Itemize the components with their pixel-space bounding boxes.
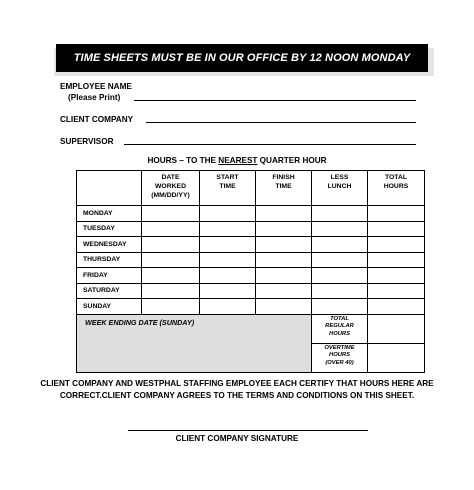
finish-cell[interactable] bbox=[256, 221, 312, 237]
supervisor-label: SUPERVISOR bbox=[60, 137, 114, 146]
total-cell[interactable] bbox=[368, 206, 425, 222]
employee-name-label: EMPLOYEE NAME bbox=[60, 82, 132, 91]
hours-heading-suffix: QUARTER HOUR bbox=[257, 156, 327, 165]
total-header-line1: TOTAL bbox=[384, 174, 408, 181]
overtime-hours-label bbox=[312, 343, 368, 372]
total-regular-row bbox=[77, 314, 425, 343]
lunch-cell[interactable] bbox=[312, 221, 368, 237]
less-lunch-header bbox=[312, 171, 368, 206]
day-label-monday: MONDAY bbox=[77, 206, 142, 222]
deadline-banner: TIME SHEETS MUST BE IN OUR OFFICE BY 12 NOON MONDAY bbox=[56, 44, 428, 72]
total-regular-line3: HOURS bbox=[329, 330, 350, 337]
client-company-label: CLIENT COMPANY bbox=[60, 115, 134, 124]
start-header-line2: TIME bbox=[219, 183, 236, 190]
day-label-thursday: THURSDAY bbox=[77, 252, 142, 268]
overtime-line3: (OVER 40) bbox=[325, 359, 354, 366]
day-column-header bbox=[77, 171, 142, 206]
overtime-line2: HOURS bbox=[329, 352, 350, 359]
finish-cell[interactable] bbox=[256, 299, 312, 315]
table-row-friday bbox=[77, 268, 425, 284]
lunch-cell[interactable] bbox=[312, 237, 368, 253]
hours-heading-emphasis: NEAREST bbox=[218, 156, 258, 165]
hours-heading bbox=[0, 156, 474, 165]
day-label-tuesday: TUESDAY bbox=[77, 221, 142, 237]
lunch-cell[interactable] bbox=[312, 283, 368, 299]
finish-cell[interactable] bbox=[256, 283, 312, 299]
lunch-cell[interactable] bbox=[312, 206, 368, 222]
total-cell[interactable] bbox=[368, 268, 425, 284]
date-cell[interactable] bbox=[142, 283, 200, 299]
timesheet-table bbox=[76, 170, 425, 373]
total-cell[interactable] bbox=[368, 252, 425, 268]
day-label-wednesday: WEDNESDAY bbox=[77, 237, 142, 253]
table-row-thursday bbox=[77, 252, 425, 268]
start-cell[interactable] bbox=[200, 299, 256, 315]
date-cell[interactable] bbox=[142, 237, 200, 253]
signature-label: CLIENT COMPANY SIGNATURE bbox=[175, 434, 299, 443]
day-label-saturday: SATURDAY bbox=[77, 283, 142, 299]
total-cell[interactable] bbox=[368, 237, 425, 253]
employee-name-field[interactable] bbox=[134, 100, 416, 101]
table-row-monday bbox=[77, 206, 425, 222]
table-row-saturday bbox=[77, 283, 425, 299]
table-row-wednesday bbox=[77, 237, 425, 253]
finish-header-line1: FINISH bbox=[272, 174, 295, 181]
start-cell[interactable] bbox=[200, 237, 256, 253]
date-header-line2: WORKED bbox=[155, 183, 186, 190]
less-header-line2: LUNCH bbox=[327, 183, 352, 190]
date-cell[interactable] bbox=[142, 268, 200, 284]
total-hours-header bbox=[368, 171, 425, 206]
table-row-sunday bbox=[77, 299, 425, 315]
week-ending-date-field[interactable]: WEEK ENDING DATE (SUNDAY) bbox=[77, 314, 312, 372]
date-cell[interactable] bbox=[142, 299, 200, 315]
total-cell[interactable] bbox=[368, 221, 425, 237]
table-row-tuesday bbox=[77, 221, 425, 237]
finish-header-line2: TIME bbox=[275, 183, 292, 190]
overtime-hours-cell[interactable] bbox=[368, 343, 425, 372]
total-regular-hours-cell[interactable] bbox=[368, 314, 425, 343]
hours-heading-prefix: HOURS – TO THE bbox=[147, 156, 219, 165]
start-time-header bbox=[200, 171, 256, 206]
table-header-row bbox=[77, 171, 425, 206]
finish-cell[interactable] bbox=[256, 237, 312, 253]
please-print-label: (Please Print) bbox=[68, 93, 121, 102]
total-header-line2: HOURS bbox=[383, 183, 409, 190]
total-regular-line1: TOTAL bbox=[330, 315, 349, 322]
finish-time-header bbox=[256, 171, 312, 206]
total-cell[interactable] bbox=[368, 283, 425, 299]
day-label-friday: FRIDAY bbox=[77, 268, 142, 284]
date-cell[interactable] bbox=[142, 206, 200, 222]
lunch-cell[interactable] bbox=[312, 268, 368, 284]
start-header-line1: START bbox=[216, 174, 239, 181]
client-company-field[interactable] bbox=[146, 122, 416, 123]
date-cell[interactable] bbox=[142, 252, 200, 268]
start-cell[interactable] bbox=[200, 206, 256, 222]
date-cell[interactable] bbox=[142, 221, 200, 237]
less-header-line1: LESS bbox=[330, 174, 349, 181]
finish-cell[interactable] bbox=[256, 268, 312, 284]
signature-field[interactable] bbox=[128, 430, 368, 431]
total-cell[interactable] bbox=[368, 299, 425, 315]
total-regular-hours-label bbox=[312, 314, 368, 343]
start-cell[interactable] bbox=[200, 221, 256, 237]
start-cell[interactable] bbox=[200, 252, 256, 268]
date-header-line1: DATE bbox=[161, 174, 180, 181]
total-regular-line2: REGULAR bbox=[325, 323, 354, 330]
start-cell[interactable] bbox=[200, 283, 256, 299]
finish-cell[interactable] bbox=[256, 206, 312, 222]
date-worked-header bbox=[142, 171, 200, 206]
finish-cell[interactable] bbox=[256, 252, 312, 268]
overtime-line1: OVERTIME bbox=[324, 344, 355, 351]
day-label-sunday: SUNDAY bbox=[77, 299, 142, 315]
certification-text: CLIENT COMPANY AND WESTPHAL STAFFING EMPLOYEE EACH CERTIFY THAT HOURS HERE ARE CORRECT.CLIENT COMPANY AGREES TO THE TERMS AND CONDITIONS ON THIS SHEET. bbox=[40, 379, 434, 400]
start-cell[interactable] bbox=[200, 268, 256, 284]
lunch-cell[interactable] bbox=[312, 252, 368, 268]
lunch-cell[interactable] bbox=[312, 299, 368, 315]
supervisor-field[interactable] bbox=[124, 144, 416, 145]
date-header-line3: (MM/DD/YY) bbox=[151, 192, 190, 199]
